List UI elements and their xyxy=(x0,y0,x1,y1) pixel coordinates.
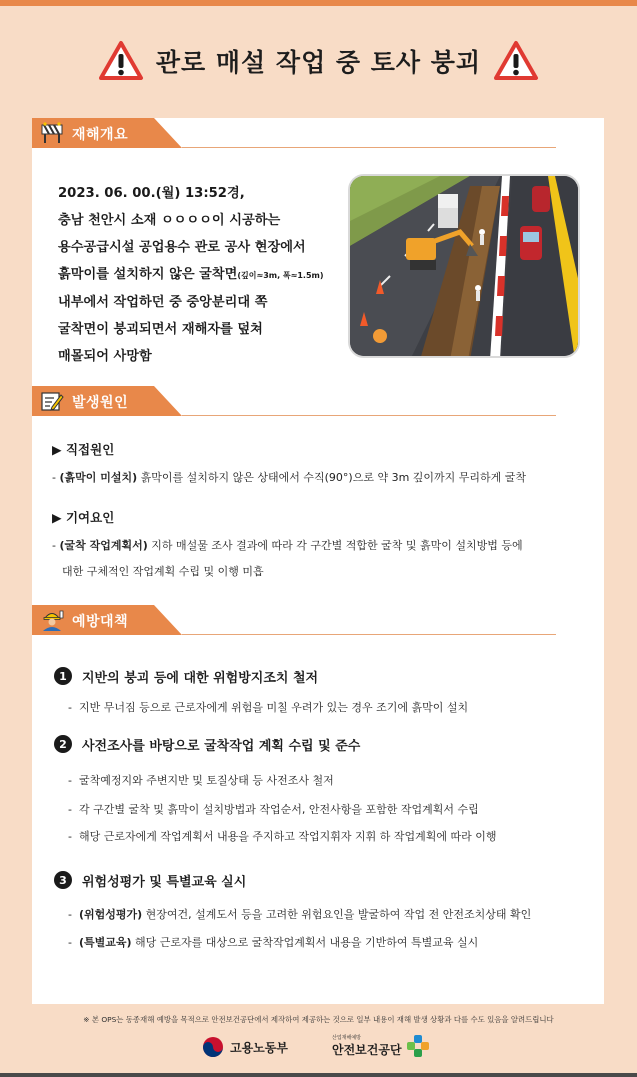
prevention-item xyxy=(54,870,246,890)
kosha-cross-icon xyxy=(406,1034,430,1058)
item-number: 3 xyxy=(54,871,72,889)
item-title: 위험성평가 및 특별교육 실시 xyxy=(82,874,247,890)
item-point: - 굴착예정지와 주변지반 및 토질상태 등 사전조사 철저 xyxy=(68,774,334,787)
kosha-logo xyxy=(332,1034,430,1058)
item-title: 지반의 붕괴 등에 대한 위험방지조치 철저 xyxy=(82,670,319,686)
disclaimer-footnote: ※ 본 OPS는 동종재해 예방을 목적으로 안전보건공단에서 제작하여 제공하는 것으로 일부 내용이 재해 발생 상황과 다를 수도 있음을 알려드립니다 xyxy=(83,1015,554,1024)
taegeuk-logo-icon xyxy=(202,1036,224,1058)
section-header-prevention xyxy=(32,605,182,635)
direct-cause-text: - (흙막이 미설치) 흙막이를 설치하지 않은 상태에서 수직(90°)으로 약 3m 깊이까지 무리하게 굴착 xyxy=(52,471,527,484)
item-point: - 각 구간별 굴착 및 흙막이 설치방법과 작업순서, 안전사항을 포함한 작업계획서 수립 xyxy=(68,803,479,816)
overview-description xyxy=(58,180,358,370)
section-divider xyxy=(182,147,556,148)
direct-cause-title: ▶ 직접원인 xyxy=(52,442,115,457)
item-point: - (위험성평가) 현장여건, 설계도서 등을 고려한 위험요인을 발굴하여 작업 전 안전조치상태 확인 xyxy=(68,908,532,921)
overview-line: 흙막이를 설치하지 않은 굴착면(깊이≈3m, 폭≈1.5m) xyxy=(58,267,324,282)
item-point: - 지반 무너짐 등으로 근로자에게 위험을 미칠 우려가 있는 경우 조기에 흙막이 설치 xyxy=(68,701,469,714)
moel-name: 고용노동부 xyxy=(230,1040,288,1055)
item-number: 2 xyxy=(54,735,72,753)
bottom-accent-bar xyxy=(0,1073,637,1077)
warning-triangle-icon xyxy=(98,40,144,82)
prevention-item xyxy=(54,734,360,754)
direct-cause-tag: (흙막이 미설치) xyxy=(59,471,138,484)
kosha-name: 안전보건공단 xyxy=(332,1043,402,1057)
contributing-factor-text: - (굴착 작업계획서) 지하 매설물 조사 결과에 따라 각 구간별 적합한 굴착 및 흙막이 설치방법 등에 대한 구체적인 작업계획 수립 및 이행 미흡 xyxy=(52,539,523,578)
overview-line: 용수공급시설 공업용수 관로 공사 현장에서 xyxy=(58,240,306,255)
section-divider xyxy=(182,415,556,416)
page-header xyxy=(0,38,637,84)
page-title: 관로 매설 작업 중 토사 붕괴 xyxy=(155,48,482,77)
pencil-note-icon xyxy=(40,390,64,412)
overview-line: 굴착면이 붕괴되면서 재해자를 덮쳐 xyxy=(58,322,263,337)
top-accent-bar xyxy=(0,0,637,6)
section-title: 재해개요 xyxy=(72,127,129,143)
accident-illustration xyxy=(348,174,580,358)
item-point: - (특별교육) 해당 근로자를 대상으로 굴착작업계획서 내용을 기반하여 특별교육 실시 xyxy=(68,936,479,949)
section-divider xyxy=(182,634,556,635)
section-title: 예방대책 xyxy=(72,614,129,630)
section-header-cause xyxy=(32,386,182,416)
overview-line: 충남 천안시 소재 ㅇㅇㅇㅇ이 시공하는 xyxy=(58,213,281,228)
overview-line: 내부에서 작업하던 중 중앙분리대 쪽 xyxy=(58,295,268,310)
moel-logo xyxy=(202,1036,288,1058)
section-title: 발생원인 xyxy=(72,395,129,411)
item-title: 사전조사를 바탕으로 굴착작업 계획 수립 및 준수 xyxy=(82,738,361,754)
section-header-overview xyxy=(32,118,182,148)
item-number: 1 xyxy=(54,667,72,685)
contributing-factor-tag: (굴착 작업계획서) xyxy=(59,539,148,552)
content-panel xyxy=(32,118,604,1004)
kosha-subtitle: 산업재해예방 xyxy=(332,1035,361,1041)
footer-logos xyxy=(0,1034,637,1068)
excavation-size-note: (깊이≈3m, 폭≈1.5m) xyxy=(237,271,324,280)
safety-worker-icon xyxy=(40,609,64,631)
barricade-icon xyxy=(40,122,64,144)
item-point: - 해당 근로자에게 작업계획서 내용을 주지하고 작업지휘자 지휘 하 작업계획에 따라 이행 xyxy=(68,830,497,843)
overview-line: 매몰되어 사망함 xyxy=(58,349,152,364)
warning-triangle-icon xyxy=(493,40,539,82)
overview-line: 2023. 06. 00.(월) 13:52경, xyxy=(58,186,245,201)
prevention-item xyxy=(54,666,318,686)
contributing-factor-title: ▶ 기여요인 xyxy=(52,510,115,525)
